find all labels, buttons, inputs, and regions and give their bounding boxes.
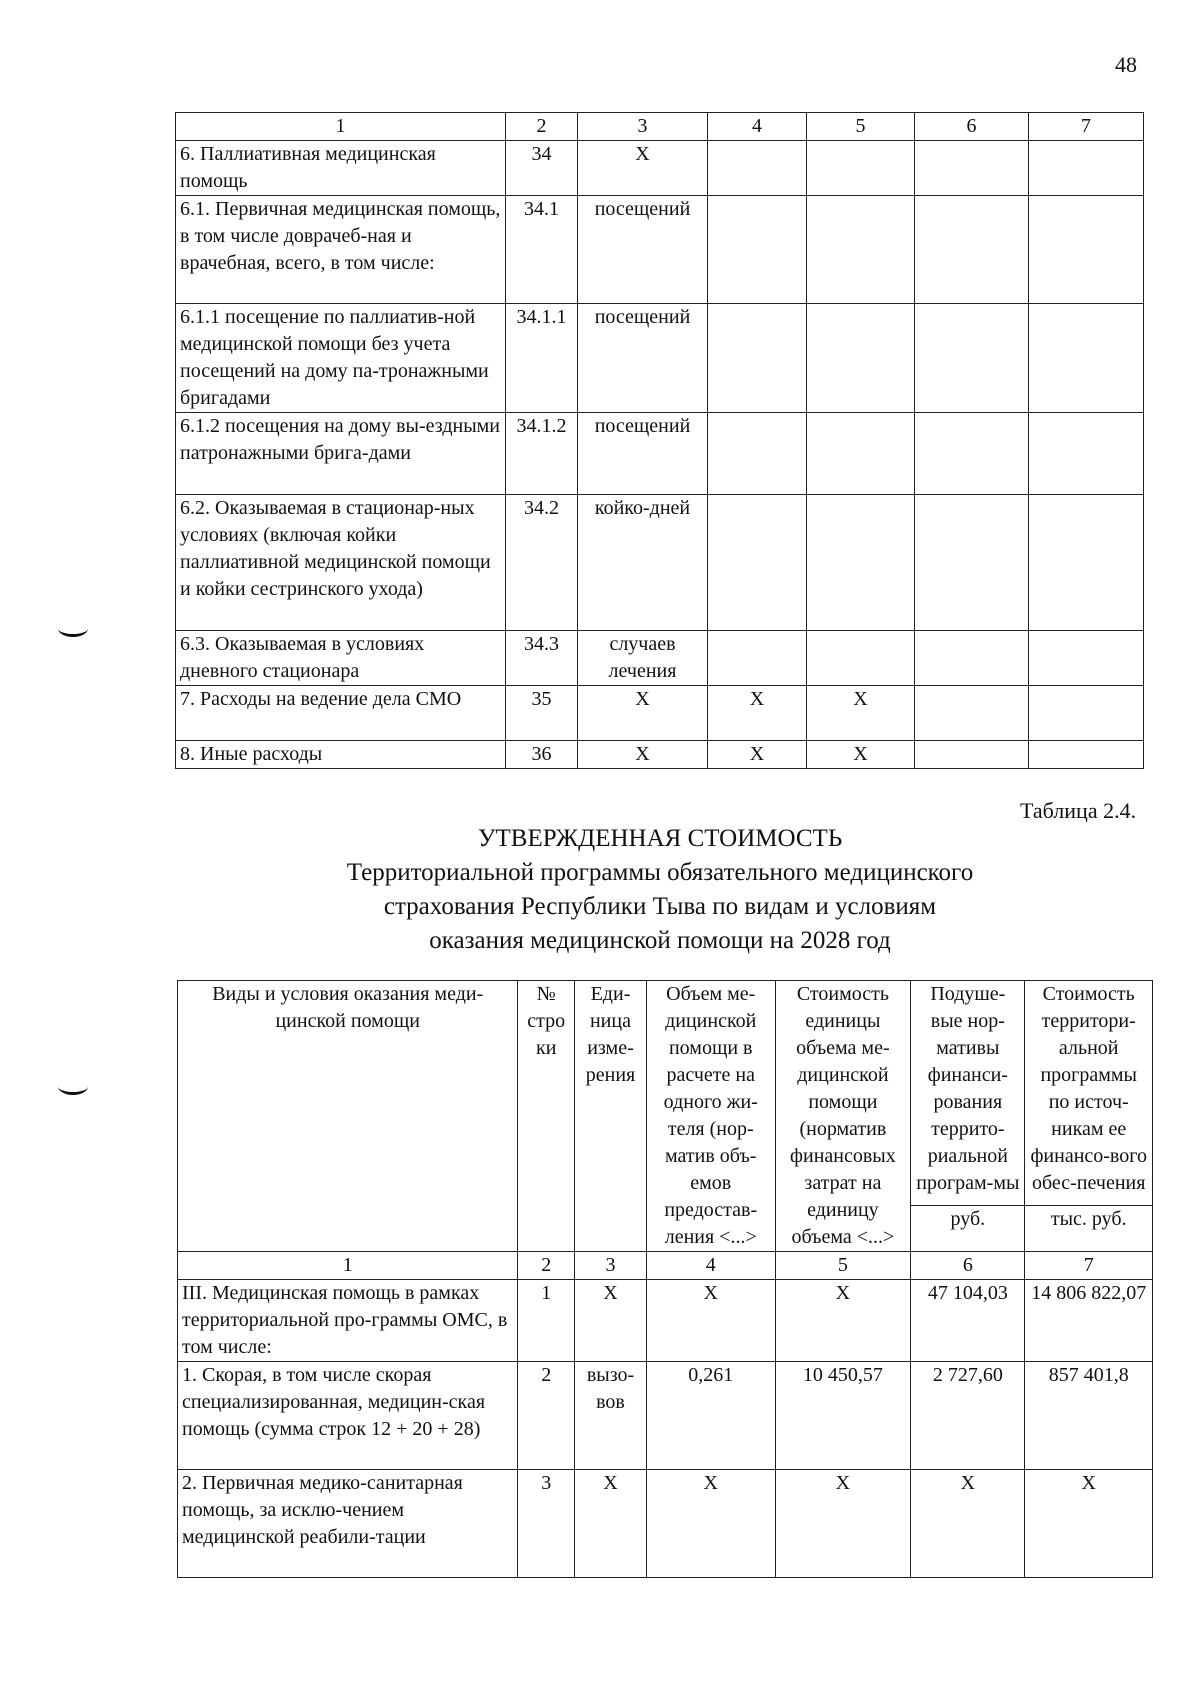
row-col6 [915,413,1029,495]
row-number: 34.1 [506,196,578,304]
numbering-cell: 1 [178,1252,518,1280]
table-header-row [176,113,1144,141]
row-unit: вызо-вов [574,1362,646,1470]
header-text: Стоимость территори-альной программы по источ-никам ее финансо-вого обес-печения [1030,983,1147,1194]
row-col4 [708,631,807,686]
row-name: 1. Скорая, в том числе скорая специализированная, медицин-ская помощь (сумма строк 12 + 20 + 28) [178,1362,518,1470]
row-name: 6.1.2 посещения на дому вы-ездными патронажными брига-дами [176,413,506,495]
header-cell: 4 [708,113,807,141]
table-row [176,495,1144,631]
table-row [178,1362,1153,1470]
table-row [176,686,1144,741]
header-cell: 7 [1029,113,1144,141]
row-col6 [915,304,1029,413]
numbering-row [178,1252,1153,1280]
table-row [178,1280,1153,1362]
row-number: 34.3 [506,631,578,686]
row-name: 6.1. Первичная медицинская помощь, в том числе доврачеб-ная и врачебная, всего, в том числе: [176,196,506,304]
row-unit-cost: 10 450,57 [775,1362,911,1470]
row-unit-cost: X [775,1470,911,1578]
row-per-capita: X [911,1470,1025,1578]
header-cell: № стро ки [518,981,575,1252]
header-cell: 1 [176,113,506,141]
row-col7 [1029,413,1144,495]
row-col4: X [708,686,807,741]
row-col7 [1029,631,1144,686]
row-number: 36 [506,741,578,769]
title-line: оказания медицинской помощи на 2028 год [429,927,891,954]
row-name: 6.2. Оказываемая в стационар-ных условиях (включая койки паллиативной медицинской помощи и койки сестринского ухода) [176,495,506,631]
binding-mark [58,1078,88,1095]
binding-mark [58,620,88,637]
row-name: 6. Паллиативная медицинская помощь [176,141,506,196]
numbering-cell: 5 [775,1252,911,1280]
row-col6 [915,196,1029,304]
header-cell: 3 [578,113,708,141]
row-volume: X [646,1470,775,1578]
header-cell: 6 [915,113,1029,141]
header-cell: 5 [807,113,915,141]
title-line: Территориальной программы обязательного медицинского [346,859,974,886]
row-col4 [708,413,807,495]
table-row [176,196,1144,304]
row-col6 [915,741,1029,769]
row-col5: X [807,741,915,769]
row-per-capita: 47 104,03 [911,1280,1025,1362]
numbering-cell: 7 [1025,1252,1153,1280]
row-col6 [915,686,1029,741]
row-col5 [807,141,915,196]
header-cell: Виды и условия оказания меди-цинской помощи [178,981,518,1252]
row-col4 [708,141,807,196]
row-number: 34.1.2 [506,413,578,495]
row-unit: X [578,141,708,196]
row-col4 [708,196,807,304]
table-row [176,413,1144,495]
table-row [178,1470,1153,1578]
row-col4: X [708,741,807,769]
header-text: Подуше-вые нор-мативы финанси-рования террито-риальной програм-мы [916,983,1020,1194]
header-cell: 2 [506,113,578,141]
title-line: страхования Республики Тыва по видам и условиям [383,893,937,920]
row-col6 [915,495,1029,631]
row-col5 [807,631,915,686]
numbering-cell: 2 [518,1252,575,1280]
row-unit: X [578,741,708,769]
table-caption: Таблица 2.4. [1020,798,1137,823]
row-col7 [1029,304,1144,413]
row-col7 [1029,141,1144,196]
row-col6 [915,141,1029,196]
row-name: III. Медицинская помощь в рамках территориальной про-граммы ОМС, в том числе: [178,1280,518,1362]
numbering-cell: 6 [911,1252,1025,1280]
header-cell: Объем ме-дицинской помощи в расчете на одного жи-теля (нор-матив объ-емов предостав-ления <...> [646,981,775,1252]
row-col7 [1029,741,1144,769]
row-col7 [1029,495,1144,631]
row-volume: X [646,1280,775,1362]
table-row [176,304,1144,413]
row-col5 [807,196,915,304]
table-header-row [178,981,1153,1252]
row-per-capita: 2 727,60 [911,1362,1025,1470]
table-row [176,141,1144,196]
row-number: 3 [518,1470,575,1578]
row-col4 [708,495,807,631]
row-number: 2 [518,1362,575,1470]
row-program-cost: 14 806 822,07 [1025,1280,1153,1362]
table-row [176,631,1144,686]
header-cell: Еди-ница изме-рения [574,981,646,1252]
row-unit: X [574,1280,646,1362]
row-col6 [915,631,1029,686]
row-number: 34.1.1 [506,304,578,413]
title-line: УТВЕРЖДЕННАЯ СТОИМОСТЬ [477,825,843,852]
row-number: 34.2 [506,495,578,631]
row-unit: койко-дней [578,495,708,631]
row-col4 [708,304,807,413]
row-volume: 0,261 [646,1362,775,1470]
row-unit: посещений [578,413,708,495]
continued-table [175,112,1144,769]
row-name: 6.3. Оказываемая в условиях дневного стационара [176,631,506,686]
row-unit: X [578,686,708,741]
row-col7 [1029,686,1144,741]
row-col5 [807,495,915,631]
row-unit: X [574,1470,646,1578]
document-title [230,822,1090,958]
row-unit: посещений [578,304,708,413]
header-cell [911,981,1025,1252]
row-col5 [807,413,915,495]
header-cell: Стоимость единицы объема ме-дицинской помощи (норматив финансовых затрат на единицу объема <...> [775,981,911,1252]
numbering-cell: 4 [646,1252,775,1280]
row-unit-cost: X [775,1280,911,1362]
row-unit: посещений [578,196,708,304]
row-program-cost: 857 401,8 [1025,1362,1153,1470]
numbering-cell: 3 [574,1252,646,1280]
header-unit: тыс. руб. [1025,1205,1152,1233]
table-row [176,741,1144,769]
row-program-cost: X [1025,1470,1153,1578]
header-unit: руб. [911,1205,1024,1233]
row-name: 6.1.1 посещение по паллиатив-ной медицинской помощи без учета посещений на дому па-тронажными бригадами [176,304,506,413]
page-number: 48 [1115,52,1137,77]
header-cell [1025,981,1153,1252]
row-unit: случаев лечения [578,631,708,686]
row-number: 1 [518,1280,575,1362]
row-name: 8. Иные расходы [176,741,506,769]
row-number: 34 [506,141,578,196]
row-col5: X [807,686,915,741]
row-name: 2. Первичная медико-санитарная помощь, за исклю-чением медицинской реабили-тации [178,1470,518,1578]
row-col7 [1029,196,1144,304]
cost-table [177,980,1153,1578]
row-col5 [807,304,915,413]
row-name: 7. Расходы на ведение дела СМО [176,686,506,741]
row-number: 35 [506,686,578,741]
